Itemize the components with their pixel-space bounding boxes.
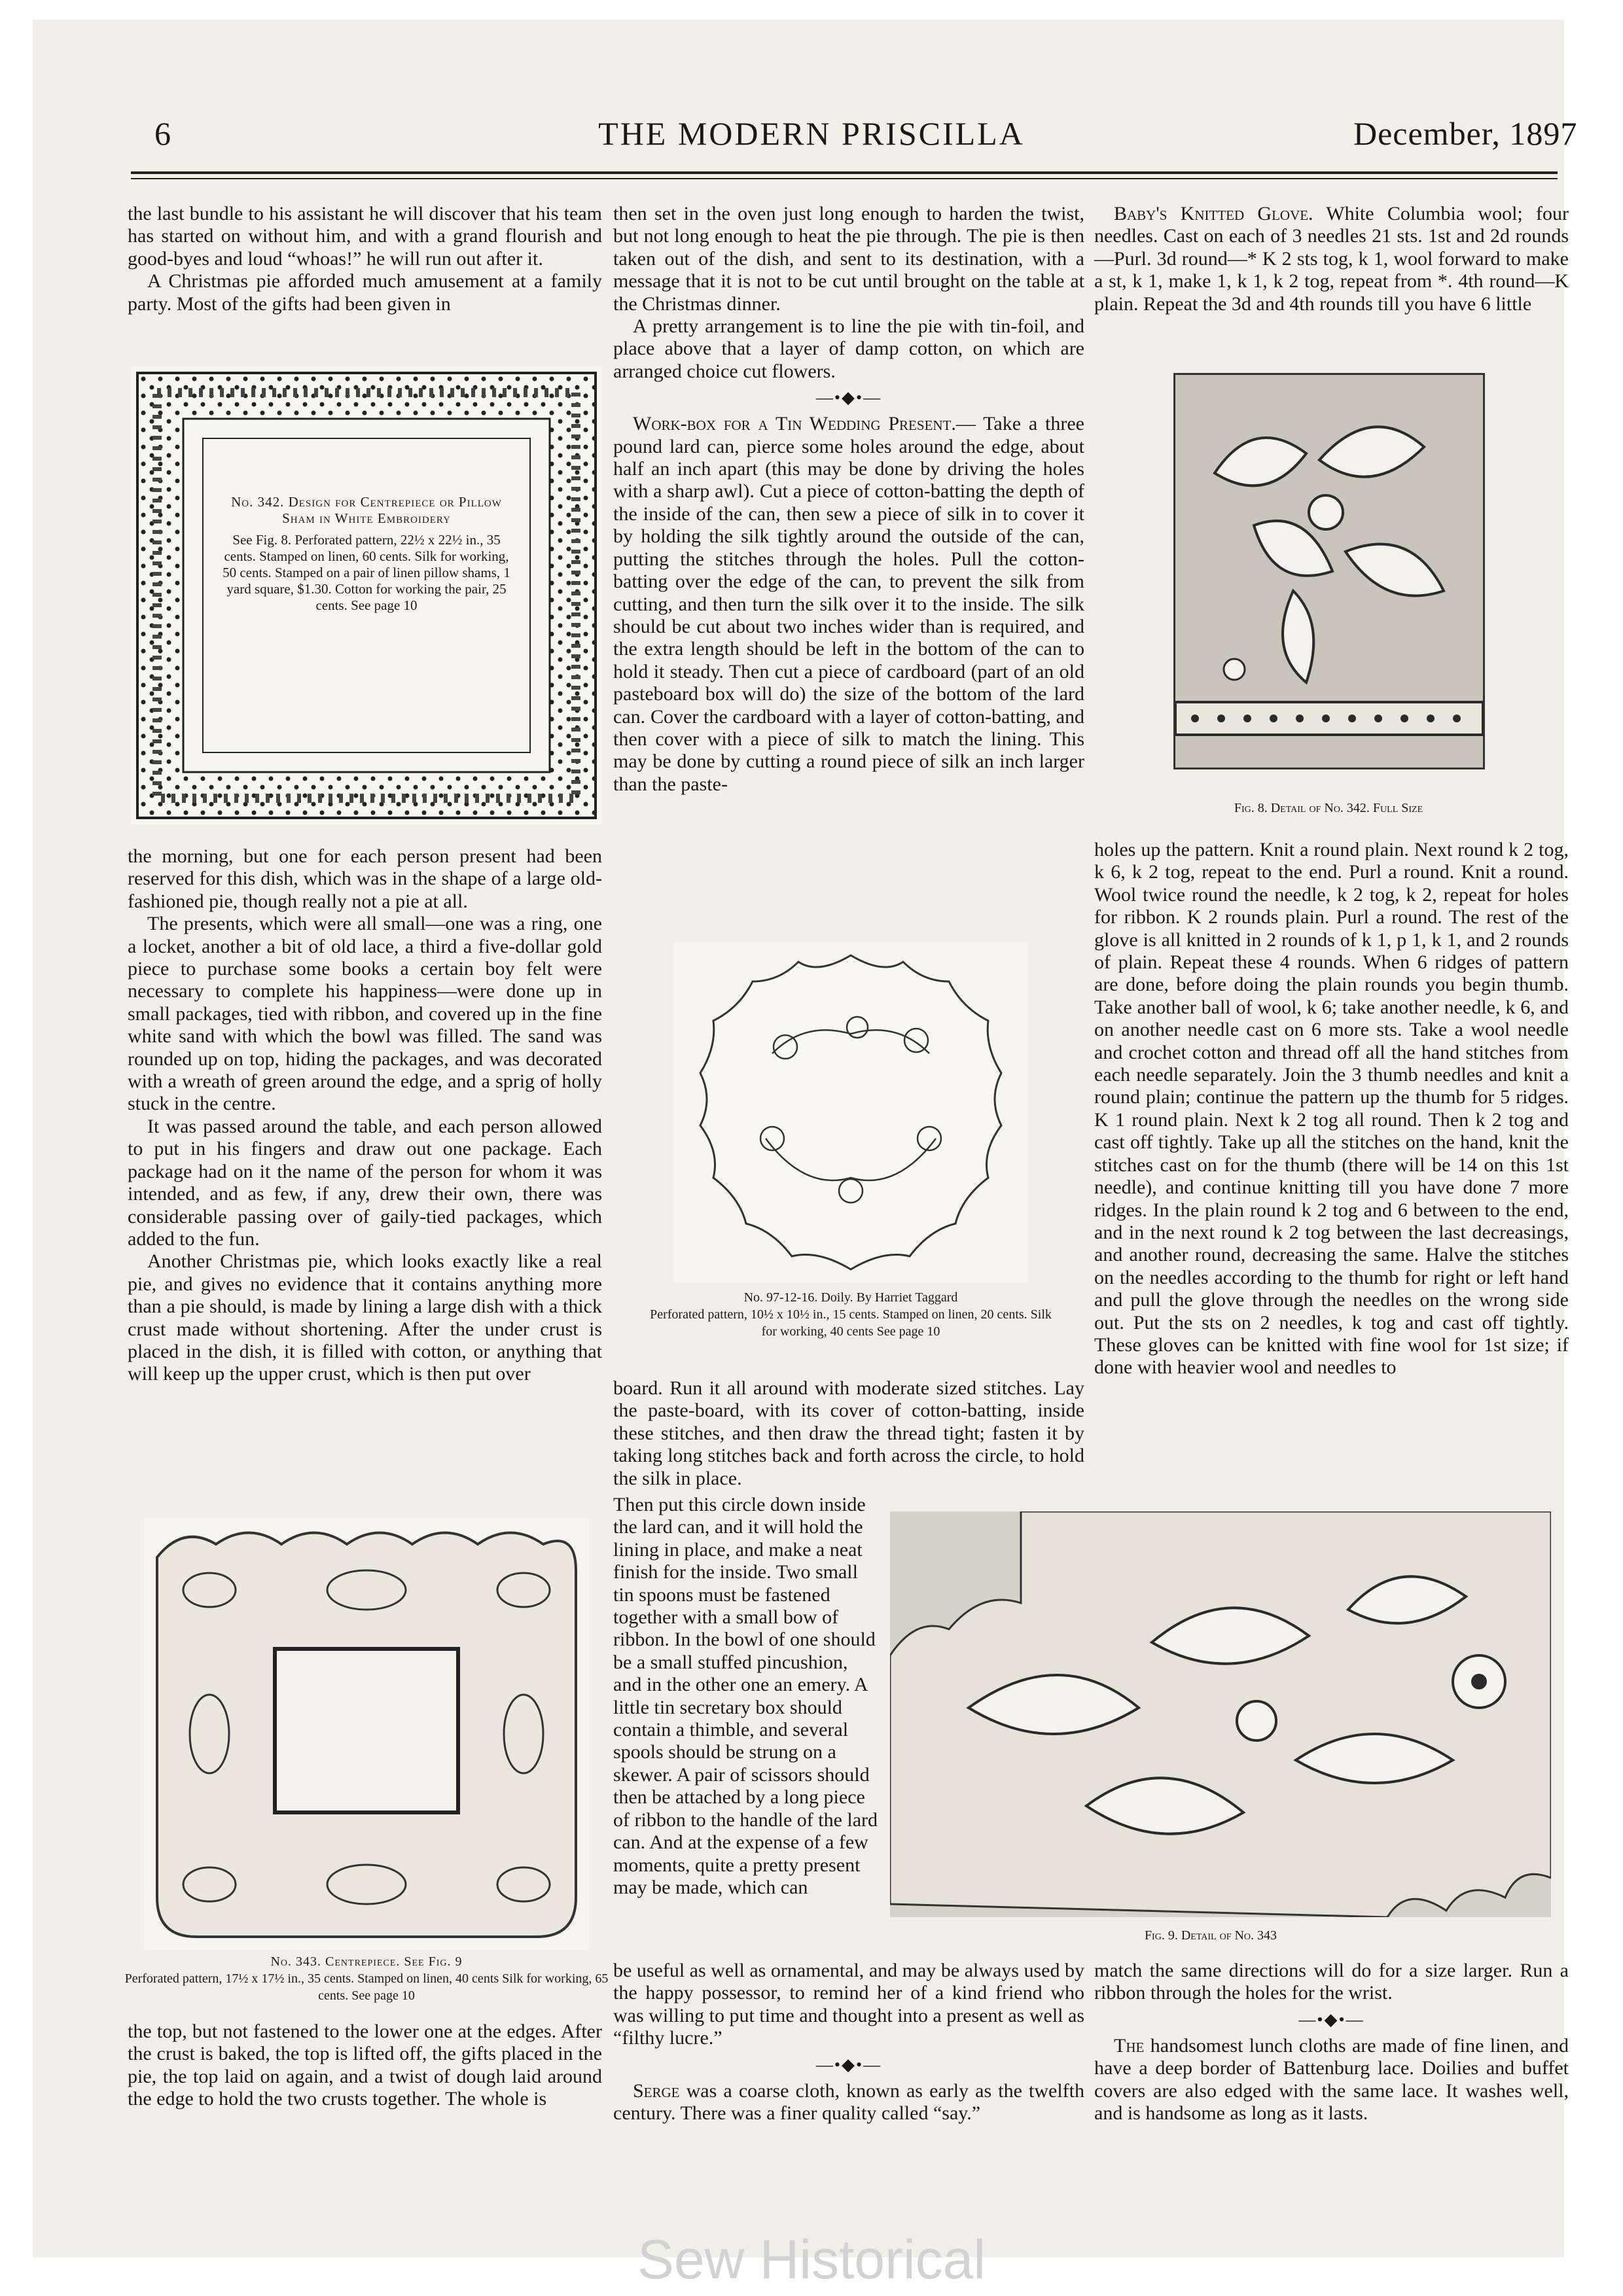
paragraph: A Christmas pie afforded much amusement at a family party. Most of the gifts had been given in: [128, 270, 602, 315]
column-2-bottom: [613, 1960, 1084, 2125]
section-separator: —•◆•—: [815, 388, 882, 408]
paragraph: holes up the pattern. Knit a round plain. Next round k 2 tog, k 6, k 2 tog, repeat to the end. Purl a round. Knit a round. Wool twice round the needle, k 2 tog, k 2, repeat for holes for ribbon. K 2 rounds plain. Purl a round. The rest of the glove is all knitted in 2 rounds of k 1, p 1, k 1, and 2 rounds of plain. Repeat these 4 rounds. When 6 ridges of pattern are done, before doing the plain rounds you begin thumb. Take another ball of wool, k 6; take another needle, k 6, and on another needle cast on 6 more sts. Take a wool needle and crochet cotton and thread off all the hand stitches from each needle separately. Join the 3 thumb needles and knit a round plain; continue the pattern up the thumb for 5 ridges. K 1 round plain. Next k 2 tog all round. Then k 2 tog and cast off tightly. Take up all the stitches on the hand, knit the stitches cast on for the thumb (there will be 14 on this 1st needle), and continue knitting till you have done 7 more ridges. In the plain round k 2 tog and 6 between to the end, and in the next round k 2 tog between the last decreasings, and another round, decreasing the same. Halve the stitches on the needles according to the thumb for right or left hand and pull the glove through the needles on the wrong side out. Put the sts on 2 needles, k tog and cast off tightly. These gloves can be knitted with fine wool for 1st size; if done with heavier wool and needles to: [1094, 839, 1569, 1379]
figure-9-lace-detail: [890, 1511, 1551, 1917]
section-separator: —•◆•—: [815, 2055, 882, 2074]
doily-caption-title: No. 97-12-16. Doily. By Harriet Taggard: [743, 1290, 958, 1305]
site-watermark: Sew Historical: [637, 2229, 986, 2290]
figure-343-caption-title: No. 343. Centrepiece. See Fig. 9: [270, 1954, 463, 1969]
serge-lead: Serge: [633, 2079, 680, 2102]
header-rule-thin: [131, 178, 1558, 179]
paragraph: the last bundle to his assistant he will discover that his team has started on without him, and with a grand flourish and good-byes and loud “whoas!” he will run out after it.: [128, 203, 602, 270]
figure-8-embroidery-detail: [1173, 373, 1485, 769]
column-3-middle: [1094, 839, 1569, 1379]
workbox-text: Take a three pound lard can, pierce some holes around the edge, about half an inch apart (this may be done by driving the holes with a sharp awl). Cut a piece of cotton-batting the depth of the inside of the can, then sew a piece of silk in to cover it by holding the silk tightly around the outside of the can, putting the stitches through the holes. Pull the cotton-batting over the edge of the can, to prevent the silk from cutting, and then turn the silk over it to the inside. The silk should be cut about two inches wider than is required, and the extra length should be left in the bottom of the can to hold it steady. Then cut a piece of cardboard (part of an old pasteboard box will do) the size of the bottom of the lard can. Cover the cardboard with a layer of cotton-batting, and then cover with a piece of silk to match the lining. This may be done by cutting a round piece of silk an inch larger than the paste-: [613, 413, 1084, 795]
figure-343-centrepiece: [144, 1518, 589, 1950]
doily-drawing: [674, 942, 1027, 1282]
serge-paragraph: [613, 2080, 1084, 2125]
paragraph: Another Christmas pie, which looks exactly like a real pie, and gives no evidence that it contains anything more than a pie should, is made by lining a large dish with a thick crust made without shortening. After the under crust is placed in the dish, it is filled with cotton, or anything that will keep up the upper crust, which is then put over: [128, 1250, 602, 1385]
column-1-top: [128, 203, 602, 315]
paragraph: then set in the oven just long enough to harden the twist, but not long enough to heat the pie through. The pie is then taken out of the dish, and sent to its destination, with a message that it is not to be cut until brought on the table at the Christmas dinner.: [613, 203, 1084, 315]
glove-text: White Columbia wool; four needles. Cast on each of 3 needles 21 sts. 1st and 2d rounds—Purl. 3d round—* K 2 sts tog, k 1, wool forward to make a st, k 1, make 1, k 1, k 2 tog, repeat from *. 4th round—K plain. Repeat the 3d and 4th rounds till you have 6 little: [1094, 203, 1569, 315]
figure-342-details: See Fig. 8. Perforated pattern, 22½ x 22½ in., 35 cents. Stamped on linen, 60 cents. Silk for working, 50 cents. Stamped on a pair of linen pillow shams, 1 yard square, $1.30. Cotton for working the pair, 25 cents. See page 10: [223, 532, 510, 613]
paragraph: match the same directions will do for a size larger. Run a ribbon through the holes for the wrist.: [1094, 1960, 1569, 2004]
lunch-cloth-lead: The: [1114, 2034, 1145, 2057]
issue-date: December, 1897: [1353, 115, 1578, 152]
paragraph: the morning, but one for each person present had been reserved for this dish, which was in the shape of a large old-fashioned pie, though really not a pie at all.: [128, 845, 602, 912]
figure-343-caption-body: Perforated pattern, 17½ x 17½ in., 35 cents. Stamped on linen, 40 cents Silk for working, 65 cents. See page 10: [124, 1971, 609, 2003]
paragraph: Then put this circle down inside the lard can, and it will hold the lining in place, and make a neat finish for the inside. Two small tin spoons must be fastened together with a small bow of ribbon. In the bowl of one should be a small stuffed pincushion, and in the other one an emery. A little tin secretary box should contain a thimble, and several spools should be strung on a skewer. A pair of scissors should then be attached by a long piece of ribbon to the handle of the lard can. And at the expense of a few moments, quite a pretty present may be made, which can: [613, 1494, 878, 1898]
figure-343-caption: [124, 1953, 609, 2004]
column-2-middle: [613, 1377, 1084, 1490]
column-1-middle: [128, 845, 602, 1386]
paragraph: the top, but not fastened to the lower one at the edges. After the crust is baked, the top is lifted off, the gifts placed in the pie, the top laid on again, and a twist of dough laid around the edge to hold the two crusts together. The whole is: [128, 2021, 602, 2110]
workbox-paragraph: [613, 413, 1084, 796]
paragraph: be useful as well as ornamental, and may be always used by the happy possessor, to remind her of a kind friend who was willing to put time and thought into a present as well as “filthy lucre.”: [613, 1960, 1084, 2049]
figure-342-centrepiece-design: [131, 366, 602, 824]
section-separator: —•◆•—: [1298, 2009, 1364, 2029]
paragraph: It was passed around the table, and each person allowed to put in his fingers and draw out one package. Each package had on it the name of the person for whom it was intended, and as few, if any, drew their own, there was considerable passing over of gaily-tied packages, which added to the fun.: [128, 1115, 602, 1250]
paragraph: A pretty arrangement is to line the pie with tin-foil, and place above that a layer of damp cotton, on which are arranged choice cut flowers.: [613, 315, 1084, 382]
figure-342-title: No. 342. Design for Centrepiece or Pillow Sham in White Embroidery: [231, 494, 502, 526]
column-1-bottom: [128, 2021, 602, 2111]
header-rule: [131, 171, 1558, 174]
lunch-cloth-paragraph: [1094, 2035, 1569, 2125]
publication-title: THE MODERN PRISCILLA: [598, 115, 1025, 152]
lace-centrepiece-drawing: [144, 1518, 589, 1950]
page-number: 6: [154, 115, 171, 152]
figure-342-text: [219, 494, 514, 614]
doily-figure: [674, 942, 1027, 1282]
column-2-narrow: [613, 1494, 878, 1899]
glove-heading: Baby's Knitted Glove.: [1114, 203, 1313, 224]
battenburg-lace-drawing: [890, 1511, 1551, 1917]
column-3-top: [1094, 203, 1569, 315]
workbox-heading: Work-box for a Tin Wedding Present.—: [633, 413, 976, 435]
glove-paragraph: [1094, 203, 1569, 315]
lunch-cloth-text: handsomest lunch cloths are made of fine linen, and have a deep border of Battenburg lace. Doilies and buffet covers are also edged with the same lace. It washes well, and is handsome as long as it lasts.: [1094, 2034, 1569, 2125]
figure-8-caption: Fig. 8. Detail of No. 342. Full Size: [1234, 801, 1423, 815]
column-2-top: [613, 203, 1084, 796]
serge-text: was a coarse cloth, known as early as the twelfth century. There was a finer quality called “say.”: [613, 2079, 1085, 2125]
paragraph: The presents, which were all small—one was a ring, one a locket, another a bit of old lace, a third a five-dollar gold piece to purchase some books a certain boy felt were necessary to complete his happiness—were done up in small packages, tied with ribbon, and covered up in the fine white sand with which the bowl was filled. The sand was rounded up on top, hiding the packages, and was decorated with a wreath of green around the edge, and a sprig of holly stuck in the centre.: [128, 913, 602, 1115]
column-3-bottom: [1094, 1960, 1569, 2125]
embroidery-detail-drawing: [1175, 375, 1483, 768]
figure-9-caption: Fig. 9. Detail of No. 343: [1144, 1928, 1277, 1943]
doily-caption-body: Perforated pattern, 10½ x 10½ in., 15 cents. Stamped on linen, 20 cents. Silk for working, 40 cents See page 10: [650, 1307, 1052, 1339]
doily-caption: [645, 1289, 1057, 1340]
paragraph: board. Run it all around with moderate sized stitches. Lay the paste-board, with its cover of cotton-batting, inside these stitches, and then draw the thread tight; fasten it by taking long stitches back and forth across the circle, to hold the silk in place.: [613, 1377, 1084, 1489]
